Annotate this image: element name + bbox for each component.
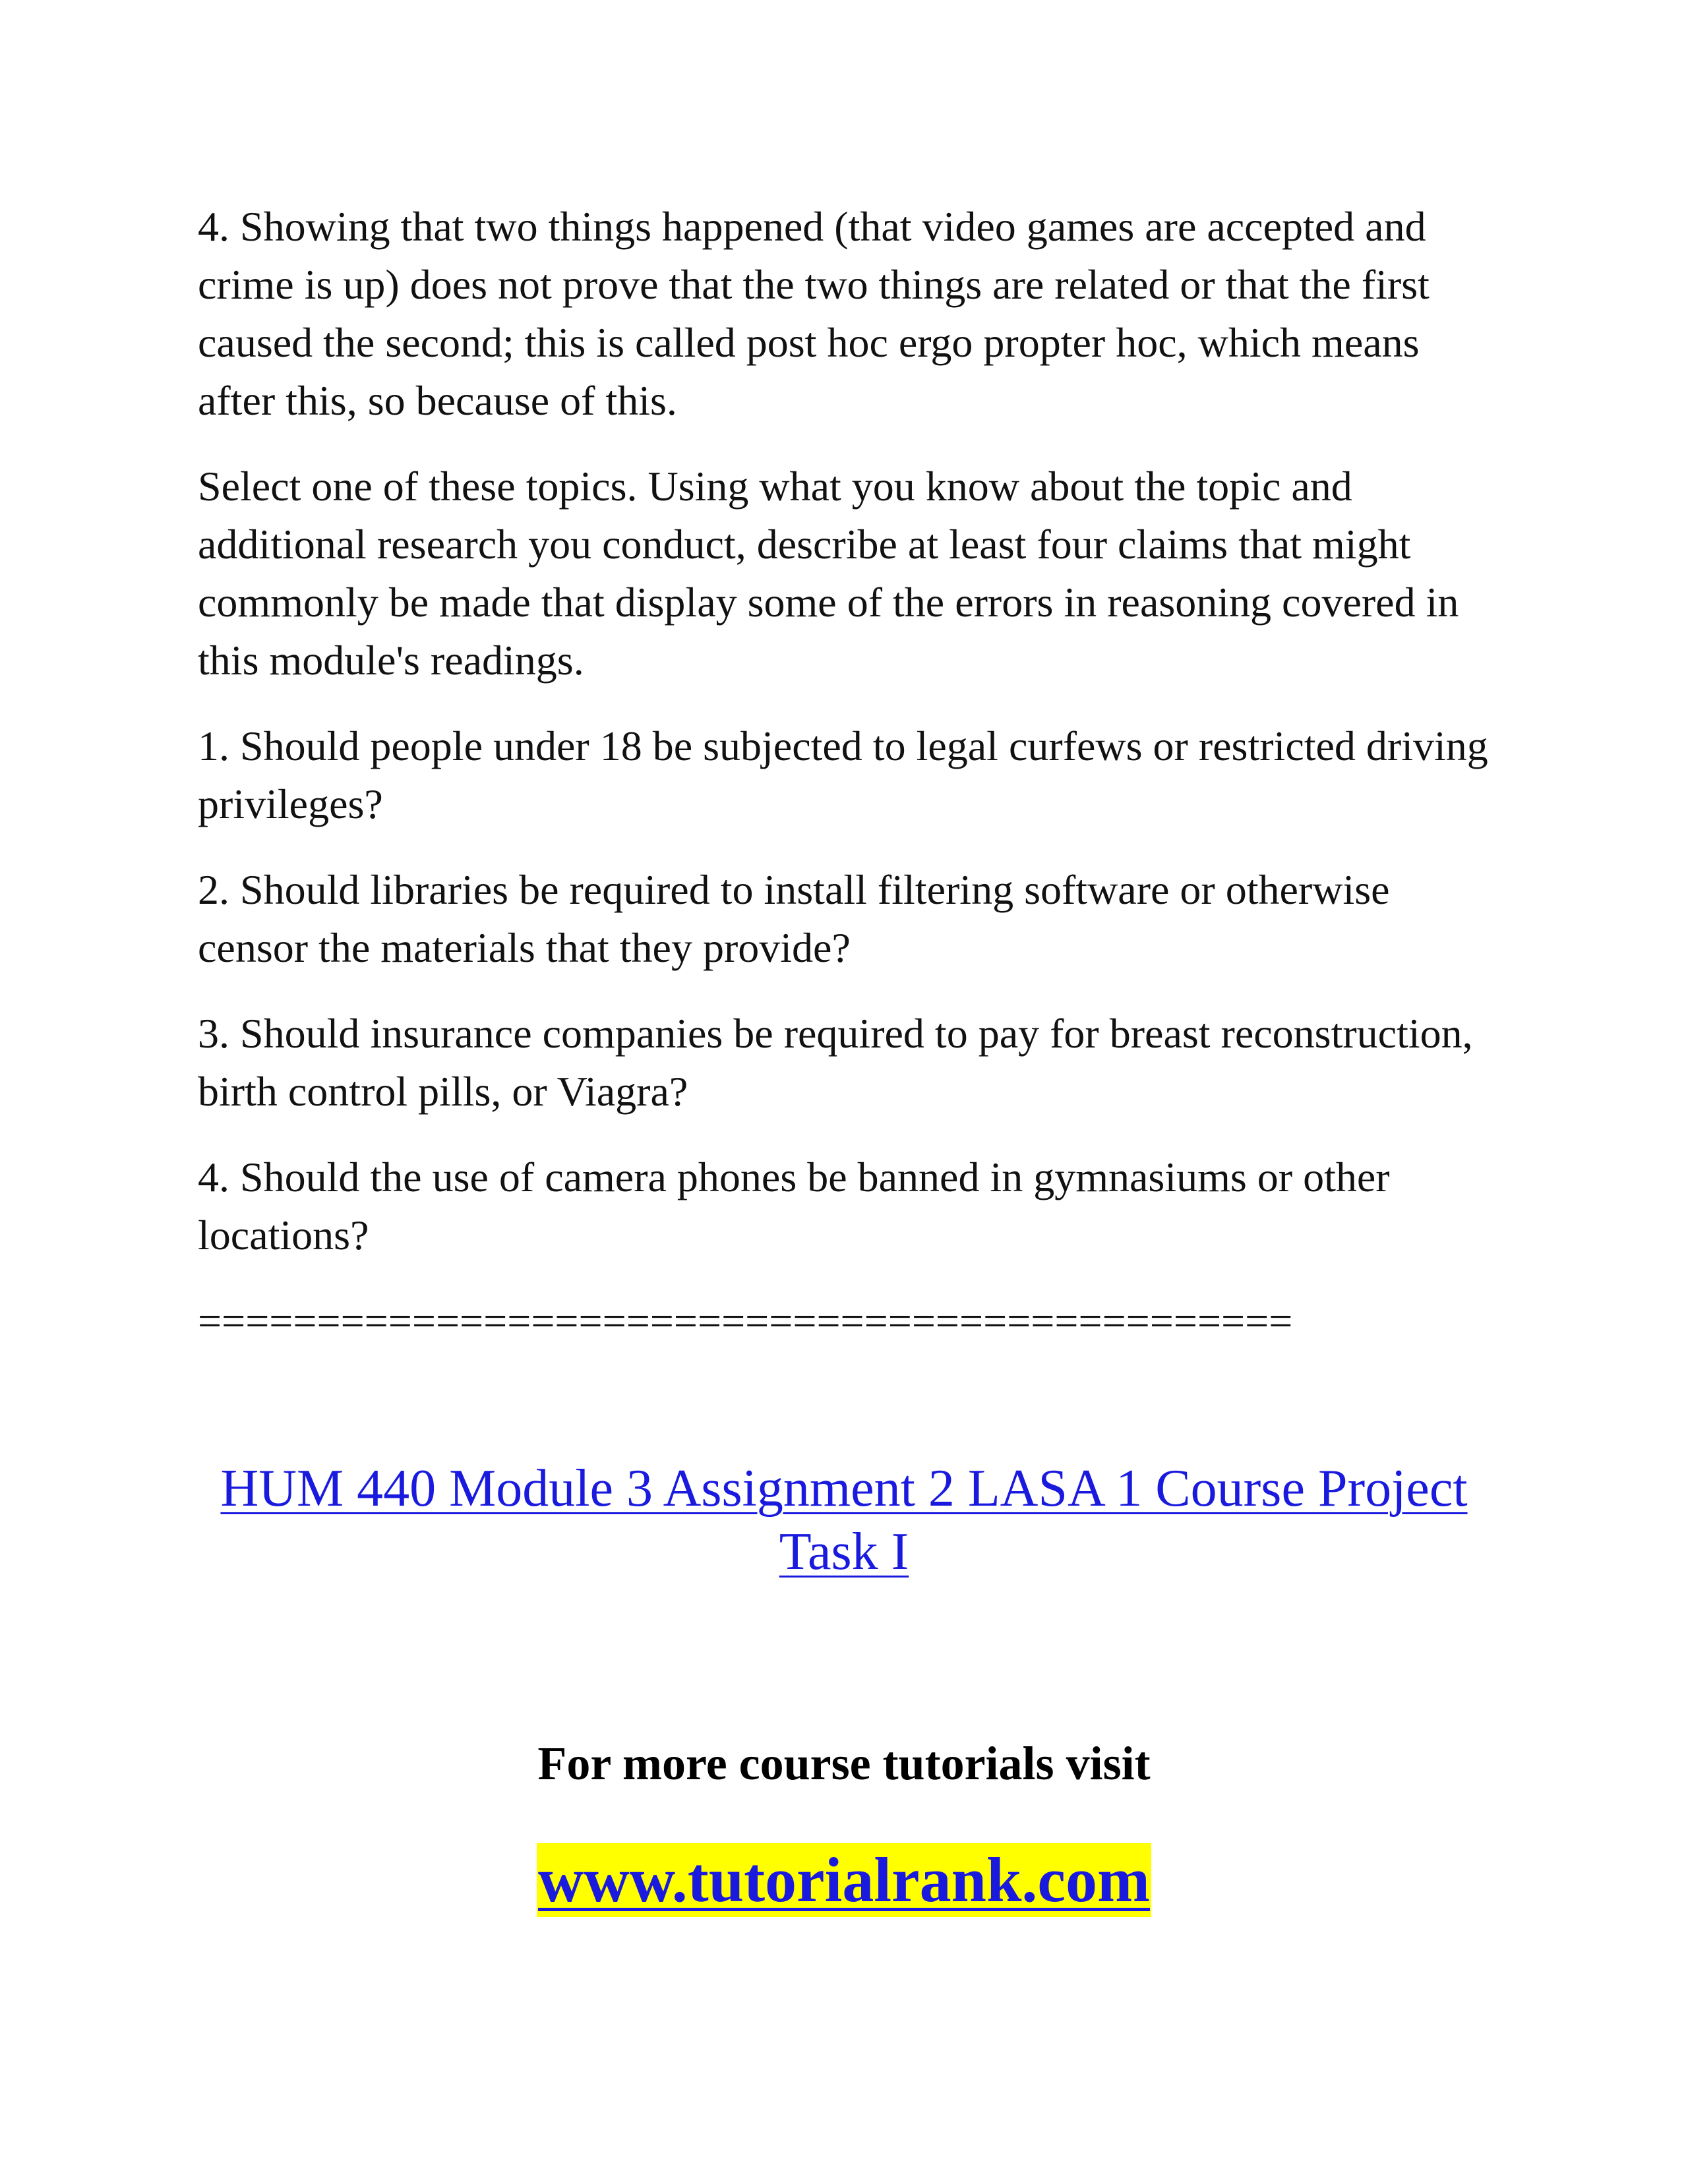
paragraph-instructions: Select one of these topics. Using what you know about the topic and additional research you conduct, describe at least four claims that might commonly be made that display some of the errors in reasoning covered in this module's readings. xyxy=(198,463,1459,684)
website-container xyxy=(0,1843,1688,1917)
topic-item-curfews: 1. Should people under 18 be subjected to legal curfews or restricted driving privileges? xyxy=(198,723,1488,827)
topic-item-insurance: 3. Should insurance companies be required to pay for breast reconstruction, birth control pills, or Viagra? xyxy=(198,1010,1473,1115)
section-divider: ============================================== xyxy=(198,1297,1293,1344)
paragraph-post-hoc: 4. Showing that two things happened (that video games are accepted and crime is up) does not prove that the two things are related or that the first caused the second; this is called post hoc ergo propter hoc, which means after this, so because of this. xyxy=(198,203,1430,424)
course-title-link[interactable]: HUM 440 Module 3 Assignment 2 LASA 1 Course Project Task I xyxy=(220,1460,1468,1581)
topic-item-camera-phones: 4. Should the use of camera phones be banned in gymnasiums or other locations? xyxy=(198,1154,1390,1258)
document-body xyxy=(198,198,1503,1350)
visit-label: For more course tutorials visit xyxy=(537,1737,1151,1790)
topic-item-libraries: 2. Should libraries be required to install filtering software or otherwise censor the materials that they provide? xyxy=(198,866,1390,971)
website-link[interactable]: www.tutorialrank.com xyxy=(537,1843,1151,1917)
